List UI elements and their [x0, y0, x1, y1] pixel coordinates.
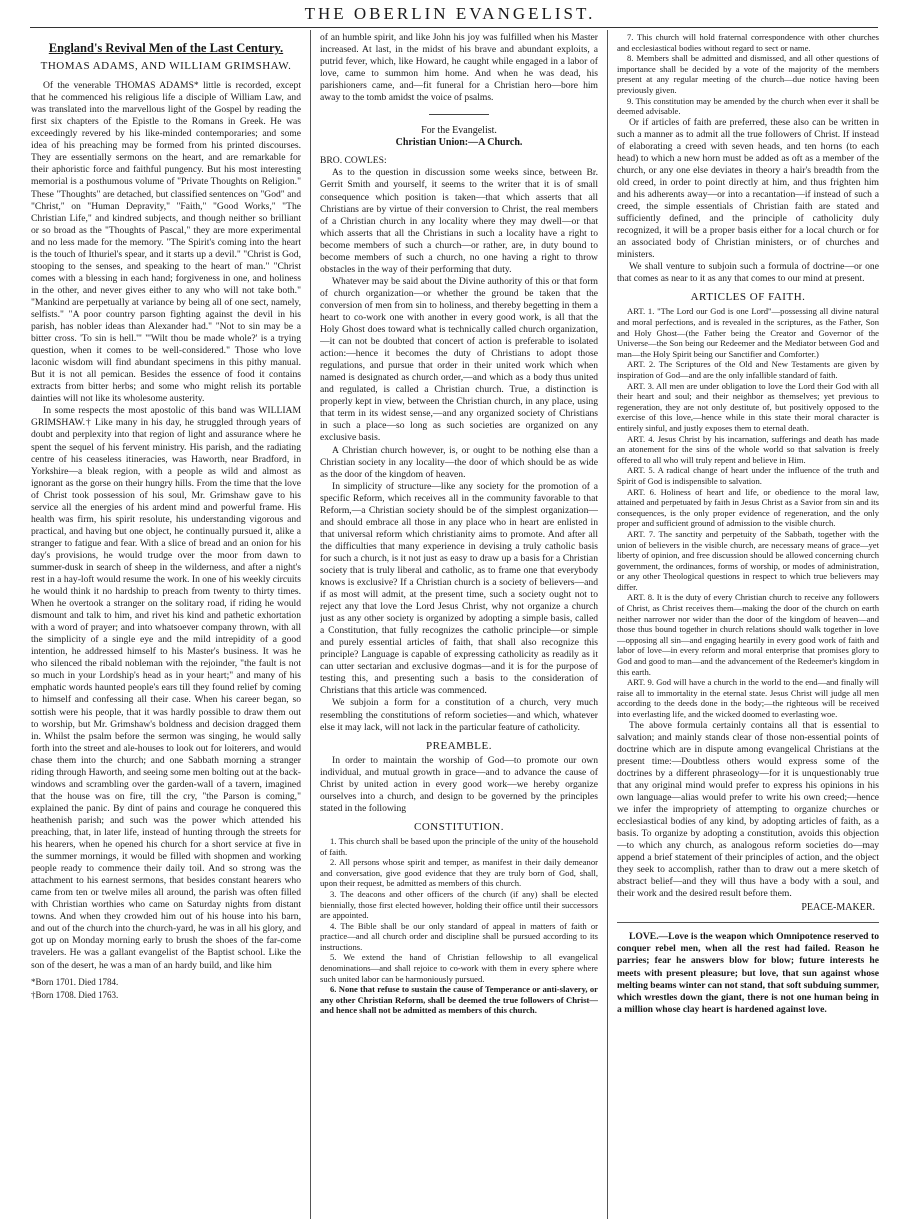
dateline: For the Evangelist.	[421, 125, 497, 137]
masthead-title: THE OBERLIN EVANGELIST.	[304, 4, 596, 23]
signature: PEACE-MAKER.	[801, 902, 875, 914]
faith-article: ART. 5. A radical change of heart under the influence of the truth and Spirit of God is indispensible to salvation.	[617, 465, 879, 486]
faith-article: ART. 1. "The Lord our God is one Lord"—possessing all divine natural and moral perfections, and is revealed in the scriptures, as the Father, Son and Holy Ghost—(the Father being the Creator and Governor of the Universe—the Son being our Redeemer and the Mediator between God and man—the Holy Spirit being our Sanctifier and Comforter.)	[617, 306, 879, 359]
article-heading: England's Revival Men of the Last Century.	[48, 41, 284, 55]
constitution-article: 6. None that refuse to sustain the cause of Temperance or anti-slavery, or any other Christian Reform, shall be deemed the true followers of Christ—and hence shall not be admitted as members of this church.	[320, 984, 598, 1016]
paragraph: Whatever may be said about the Divine authority of this or that form of church organization—or whether the ground be taken that the conversion of men from sin to holiness, and thereby begetting in them a heart to co-work one with another in every good work, is all that the Holy Ghost does toward what is technically called church organization,—it can not be doubted that concert of action is preferable to isolated action:—hence it becomes the duty of Christians to adopt those regulations, and pursue that order in their united work which when named is designated as church order,—and which as a body thus united and regulated, is called a Christian church. True, a distinction is properly kept in view, between the Christian church, in any place, using that term in its widest sense,—and any organized society of Christians in such a place—so long as such societies are organized on any exclusive basis.	[320, 275, 598, 444]
column-divider-2	[607, 30, 608, 1219]
preamble-title: PREAMBLE.	[426, 739, 492, 752]
constitution-articles-continued	[617, 32, 879, 117]
column-3	[617, 32, 879, 1221]
footnote: †Born 1708. Died 1763.	[31, 989, 119, 1000]
paragraph: In some respects the most apostolic of this band was WILLIAM GRIMSHAW.† Like many in his day, he struggled through years of doubt and perplexity into that region of light and assurance where he spent the sequel of his fervent ministry. His parish, and the radiating centre of his ceaseless itineracies, was Haworth, near Bradford, in Yorkshire—a bleak region, with a people as wild and almost as ignorant as the gorse on their hungry hills. From the time that the love of Christ took possession of his soul, Mr. Grimshaw gave to his service all the energies of his ardent mind and powerful frame. His health was firm, his spirit resolute, his understanding vigorous and practical, and having but one object, he continually pursued it, alike a stranger to fatigue and fear. With a slice of bread and an onion for his day's provisions, he would trudge over the moor from dawn to summer-dusk in search of sheep in the wilderness, and after a night's rest in a hay-loft would resume the work. In one of his weekly circuits he would think it no hardship to preach from twenty to thirty times. When he overtook a stranger on the solitary road, if riding he would dismount and talk to him, and rivet his kind and pathetic exhortation with a word of prayer; and into whatsoever company thrown, with all the simplicity of a single eye and the mild intrepidity of a good intention, he addressed himself to his Master's business. It was he who silenced the ribald nobleman with the rejoinder, "the fault is not so much in your Lordship's head as in your heart;" and many of his emphatic words haunted people's ears till they found relief by coming to himself and confessing all their case. When his career began, so sottish were his people, that it was hardly possible to draw them out to worship, but Mr. Grimshaw's boldness and decision dragged them in. Whilst the psalm before the sermon was singing, he would sally forth into the street and ale-houses to look out for loiterers, and would chase them into the church; and one Sabbath morning a stranger riding through Haworth, and seeing some men bolting out at the back-windows and scrambling over the garden-wall of a tavern, imagined that the house was on fire, till the cry, "the Parson is coming," explained the panic. By dint of pains and courage he conquered this heathenish parish; and such was the power which attended his preaching, that, in later life, instead of hunting through the streets for his hearers, when he opened his church for a short service at five in the summer mornings, it would be filled with shopmen and working people ready to commence their daily toil. And so strong was the attachment to his earnest sermons, that besides constant hearers who came from ten or twelve miles all around, the parish was often filled with Christian worthies who came on Saturday nights from distant towns. And when they crowded him out of his house into his barn, and out of the church into the church-yard, he was in all his glory, and got up on Monday morning early to brush the shoes of the far-come travelers. He was a gallant evangelist of the Baptist school. Like the son of the desert, he was a man of an hardy build, and like him	[31, 405, 301, 971]
paragraph: Or if articles of faith are preferred, these also can be written in such a manner as to admit all the true followers of Christ. If instead of elaborating a creed with seven heads, and ten horns (to each head) to which a new horn must be added as oft as a member of the church, or any one else deviates in theory a hair's breadth from the old creed, in order to point directly at him, and thus frighten him and his adherents away—or into a recantation—if instead of such a creed, the simple essentials of Christian faith are stated and sufficiently defined, and the principle of catholicity duly recognized, it will be a proper basis either for a local church or for an associated body of Christian ministers, or of churches and ministers.	[617, 116, 879, 261]
paragraph: We subjoin a form for a constitution of a church, very much resembling the constitutions of reform societies—and which, whatever else it may lack, will not lack in the particular feature of catholicity.	[320, 697, 598, 733]
article-title: Christian Union:—A Church.	[395, 137, 523, 149]
column-divider-1	[310, 30, 311, 1219]
constitution-articles	[320, 836, 598, 1016]
constitution-title: CONSTITUTION.	[414, 820, 504, 833]
constitution-article: 2. All persons whose spirit and temper, as manifest in their daily demeanor and conversation, give good evidence that they are truly born of God, shall, upon their request, be admitted as members of this church.	[320, 857, 598, 889]
faith-article: ART. 6. Holiness of heart and life, or obedience to the moral law, attained and perpetuated by faith in Jesus Christ as a Savior from sin and its consequences, is the only proper evidence of regeneration, and the only proper and sufficient ground of admission to the visible church.	[617, 486, 879, 529]
paragraph: Of the venerable THOMAS ADAMS* little is recorded, except that he commenced his religious life a disciple of William Law, and was translated into the marvellous light of the Gospel by reading the first six chapters of the Epistle to the Romans in Greek. He was exceedingly revered by his like-minded contemporaries; and some idea of his preaching may be formed from his printed discourses. They are essentially sermons on the heart, and are remarkable for their aphoristic force and faithful pungency. But his most interesting memorial is a posthumous volume of "Private Thoughts on Religion." These "Thoughts" are detached, but classified sentences on "God" and "Christ," on "Human Depravity," "Faith," "Good Works," "The Christian Life," and kindred subjects, and though neither so brilliant or so broad as the "Thoughts of Pascal," they are more experimental and no less made for the memory. "The Spirit's coming into the heart is the touch of Ithuriel's spear, and it starts up a devil." "Christ is God, stooping to the senses, and speaking to the heart of man." "Christ comes with a blessing in each hand; forgiveness in one, and holiness in the other, and never gives either to any who will not take both." "Mankind are perpetually at variance by being all of one sect, namely, selfists." "A poor country parson fighting against the devil in his parish, has nobler ideas than Alexander had." "Not to sin may be a bitter cross. 'To sin is hell.'" "'Wilt thou be made whole?' is a trying question, when it comes to be well-considered." Those who love laconic wisdom will find abundant specimens in this pithy manual. But it is not all pemican. Besides the essence of food it contains extracts from bitter herbs; and some who might relish its portable dainties will not like its wholesome austerity.	[31, 80, 301, 405]
paragraph: A Christian church however, is, or ought to be nothing else than a Christian society in any locality—the door of which should be as wide as the door of the kingdom of heaven.	[320, 444, 598, 480]
constitution-article: 9. This constitution may be amended by the church when ever it shall be deemed advisable.	[617, 95, 879, 117]
footnote: *Born 1701. Died 1784.	[31, 976, 119, 987]
paragraph: The above formula certainly contains all that is essential to salvation; and mainly stands clear of those non-essential points of doctrine which are in dispute among evangelical Christians at the present time:—Doubtless others would express some of the doctrines by a different phraseology—for it is unquestionably true that any original mind would prefer to express his opinions in his own language—alias would prefer to write his own creed;—hence we infer the impropriety of attempting to organize churches or ecclesiastical bodies of any kind, by adopting articles of faith, as a basis. To organize by adopting a constitution, avoids this objection—to which any church, as analogous reform societies do—may append a brief statement of their principles of action, and the object they seek to accomplish, rather than to draw out a mere sketch of abstract belief—and they will thus have a body with a soul, and their work and the desired result before them.	[617, 719, 879, 900]
footnotes	[31, 976, 301, 1001]
constitution-article: 7. This church will hold fraternal correspondence with other churches and ecclesiastical bodies without regard to sect or name.	[617, 32, 879, 53]
constitution-article: 8. Members shall be admitted and dismissed, and all other questions of importance shall be decided by a vote of the majority of the members present at any regular meeting of the church—due notice having been previously given.	[617, 53, 879, 95]
faith-article: ART. 4. Jesus Christ by his incarnation, sufferings and death has made an atonement for the sins of the whole world so that salvation is freely offered to all who will truly repent and believe in Him.	[617, 433, 879, 465]
masthead-rule	[30, 27, 878, 28]
article-subheading: THOMAS ADAMS, AND WILLIAM GRIMSHAW.	[40, 60, 292, 73]
column-1	[31, 32, 301, 1221]
constitution-article: 1. This church shall be based upon the principle of the unity of the household of faith.	[320, 835, 598, 857]
faith-article: ART. 2. The Scriptures of the Old and New Testaments are given by inspiration of God—and are the only infallible standard of faith.	[617, 359, 879, 381]
love-paragraph: LOVE.—Love is the weapon which Omnipotence reserved to conquer rebel men, when all the rest had failed. Reason he parries; fear he answers blow for blow; future interests he meets with present pleasure; but love, that sun against whose melting beams winter can not stand, that soft subduing summer, which wrestles down the giant, there is not one human being in a million whose clay heart is hardened against love.	[617, 931, 879, 1015]
constitution-article: 5. We extend the hand of Christian fellowship to all evangelical denominations—and shall rejoice to co-work with them in every sphere where such united labor can be harmoniously pursued.	[320, 952, 598, 984]
faith-title: ARTICLES OF FAITH.	[690, 291, 806, 304]
section-rule	[429, 114, 489, 115]
faith-article: ART. 9. God will have a church in the world to the end—and finally will raise all to immortality in the eternal state. Jesus Christ will judge all men according to the deeds done in the body;—the righteous will be received into everlasting life, and the wicked doomed to everlasting woe.	[617, 677, 879, 720]
paragraph: As to the question in discussion some weeks since, between Br. Gerrit Smith and yourself, it seems to the writer that it is of small consequence which position is taken—that which asserts that all Christians are by virtue of their conversion to Christ, the real members of a Christian church in any locality where they may dwell—or that which asserts that all the Christians in such a locality have a right to become members of such a church—or rather, are, in duty bound to become members of such a church, no one having a right to throw obstacles in the way of their performing that duty.	[320, 167, 598, 275]
constitution-article: 4. The Bible shall be our only standard of appeal in matters of faith or practice—and all church order and discipline shall be pursued according to its instructions.	[320, 920, 598, 952]
faith-article: ART. 8. It is the duty of every Christian church to receive any followers of Christ, as Christ receives them—making the door of the church on earth neither narrower nor wider than the door of the kingdom of heaven—and those thus bound together in church relations should walk together in love—opposing all sin—and engaging heartily in every good work of faith and labor of love—in every reform and moral enterprise that promises glory to God and good to man—and the advancement of the Redeemer's kingdom in this earth.	[617, 592, 879, 677]
faith-article: ART. 7. The sanctity and perpetuity of the Sabbath, together with the union of believers in the visible church, are necessary means of grace—yet liberty of opinion, and free discussion should be allowed concerning church government, the ordinances, forms of worship, or modes of administration, or any other Theological questions in respect to which true believers may differ.	[617, 528, 879, 592]
faith-articles	[617, 306, 879, 719]
faith-article: ART. 3. All men are under obligation to love the Lord their God with all their heart and soul; and their neighbor as themselves; yet previous to regeneration, they are not only destitute of, but positively opposed to the exercise of this love,—hence while in this state their moral character is entirely sinful, and justly exposes them to eternal death.	[617, 380, 879, 433]
constitution-article: 3. The deacons and other officers of the church (if any) shall be elected biennially, those first elected however, holding their office until their successors are appointed.	[320, 888, 598, 921]
preamble-text: In order to maintain the worship of God—to promote our own individual, and mutual growth in grace—and to advance the cause of Christ by united action in every good work—we hereby organize ourselves into a church, and design to be governed by the principles stated in the following	[320, 754, 598, 814]
paragraph: We shall venture to subjoin such a formula of doctrine—or one that comes as near to it as any that comes to our mind at present.	[617, 261, 879, 285]
section-rule	[617, 922, 879, 923]
paragraph: of an humble spirit, and like John his joy was fulfilled when his Master increased. At last, in the midst of his brave and abundant exploits, a putrid fever, which, like Howard, he caught while engaged in a labor of love, came to summon him home. And when he was dead, his parishioners came, and—fit funeral for a Christian hero—bore him away to the tomb amidst the voice of psalms.	[320, 32, 598, 104]
column-2	[320, 32, 598, 1221]
paragraph: In simplicity of structure—like any society for the promotion of a specific Reform, which receives all in the community favorable to that Reform,—a Christian society should be of the simplest organization—and should embrace all those in any place who in heart are enlisted in that universal reform which christianity aims to promote. And after all the difficulties that many experience in devising a truly catholic basis for such a church, is it not just as easy to draw up a basis for a Christian society that is truly liberal and catholic, as to frame one that everybody knows is exclusive? If a Christian church is a society of believers—and if as most will admit, at the present time, such a society ought not to reject any that love the Lord Jesus Christ, why not organize a church just as any other society is organized by adopting a simple basis, called a Constitution, that fully recognizes the catholic principle—or simple and purely essential articles of faith, that shall also recognize this principle? Language is capable of expressing catholicity as readily as it can utter sectarian and exclusive dogmas—and it is for the purpose of testing this, and presenting such a basis to the consideration of Christians that this article was commenced.	[320, 480, 598, 697]
salutation: BRO. COWLES:	[320, 155, 387, 167]
